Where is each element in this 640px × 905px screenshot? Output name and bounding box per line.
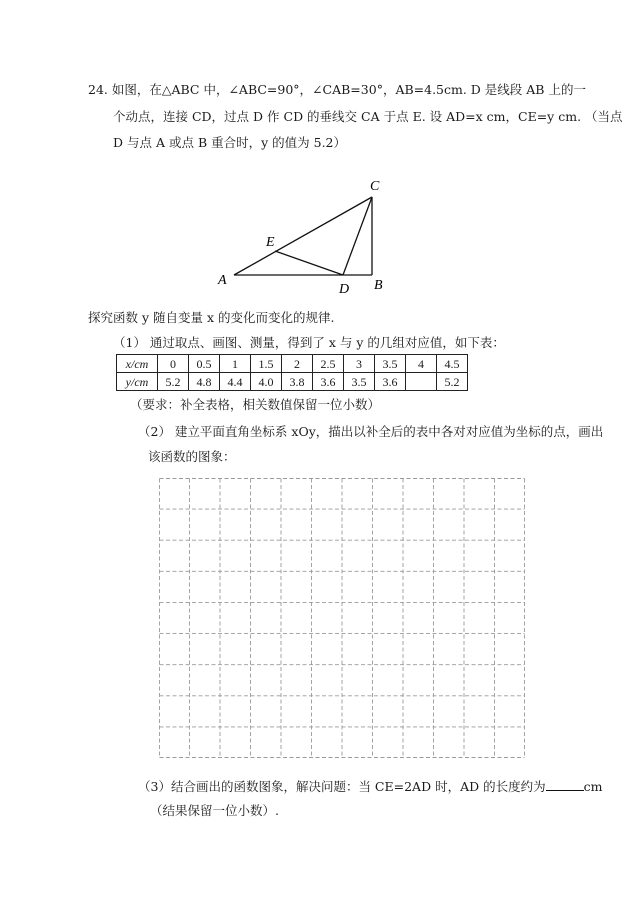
part2-line-2: 该函数的图象：: [148, 449, 236, 464]
triangle-figure: [200, 170, 400, 300]
table-cell: 1: [220, 355, 251, 373]
answer-blank[interactable]: [546, 779, 584, 791]
label-e: E: [266, 235, 275, 250]
table-cell: 0: [158, 355, 189, 373]
table-cell: 2: [282, 355, 313, 373]
triangle-diagram: [200, 170, 400, 300]
table-cell: 0.5: [189, 355, 220, 373]
table-cell: 3.6: [313, 373, 344, 391]
table-cell: 4.5: [437, 355, 468, 373]
table-cell: 5.2: [158, 373, 189, 391]
problem-line-3: D 与点 A 或点 B 重合时，y 的值为 5.2）: [113, 135, 346, 150]
table-cell: 4.0: [251, 373, 282, 391]
dashed-grid: [159, 478, 525, 758]
part3-line-2: （结果保留一位小数）.: [150, 803, 279, 818]
table-cell: 3.8: [282, 373, 313, 391]
explore-text: 探究函数 y 随自变量 x 的变化而变化的规律.: [88, 310, 335, 325]
part1-note: （要求：补全表格，相关数值保留一位小数）: [130, 397, 381, 412]
table-cell: 5.2: [437, 373, 468, 391]
part2-line-1: （2） 建立平面直角坐标系 xOy，描出以补全后的表中各对对应值为坐标的点，画出: [138, 424, 604, 439]
table-header-y: y/cm: [117, 373, 158, 391]
table-cell: 4: [406, 355, 437, 373]
label-c: C: [370, 179, 380, 194]
table-cell: 1.5: [251, 355, 282, 373]
part3-line-1: [138, 779, 602, 794]
problem-line-1: 24. 如图，在△ABC 中，∠ABC=90°，∠CAB=30°，AB=4.5cm. D 是线段 AB 上的一: [88, 82, 586, 97]
segment-cd: [343, 197, 372, 275]
label-a: A: [218, 273, 227, 288]
segment-ac: [234, 197, 372, 275]
table-cell: 2.5: [313, 355, 344, 373]
table-cell: 3.5: [375, 355, 406, 373]
part3-unit: cm: [583, 779, 603, 794]
table-cell: 4.4: [220, 373, 251, 391]
part1-text: （1） 通过取点、画图、测量，得到了 x 与 y 的几组对应值，如下表：: [113, 335, 505, 350]
segment-de: [275, 251, 343, 275]
table-header-x: x/cm: [117, 355, 158, 373]
table-cell: 4.8: [189, 373, 220, 391]
table-cell: 3.5: [344, 373, 375, 391]
table-cell: 3.6: [375, 373, 406, 391]
table-row-y: [117, 373, 468, 391]
part3-question: （3）结合画出的函数图象，解决问题：当 CE=2AD 时，AD 的长度约为: [138, 779, 546, 794]
problem-line-2: 个动点，连接 CD，过点 D 作 CD 的垂线交 CA 于点 E. 设 AD=x cm，CE=y cm. （当点: [113, 109, 623, 124]
label-b: B: [374, 278, 383, 293]
coordinate-grid: [159, 478, 525, 758]
table-cell: 3: [344, 355, 375, 373]
table-row-x: [117, 355, 468, 373]
table-cell-blank: [406, 373, 437, 391]
label-d: D: [339, 282, 350, 297]
values-table: [116, 354, 468, 391]
